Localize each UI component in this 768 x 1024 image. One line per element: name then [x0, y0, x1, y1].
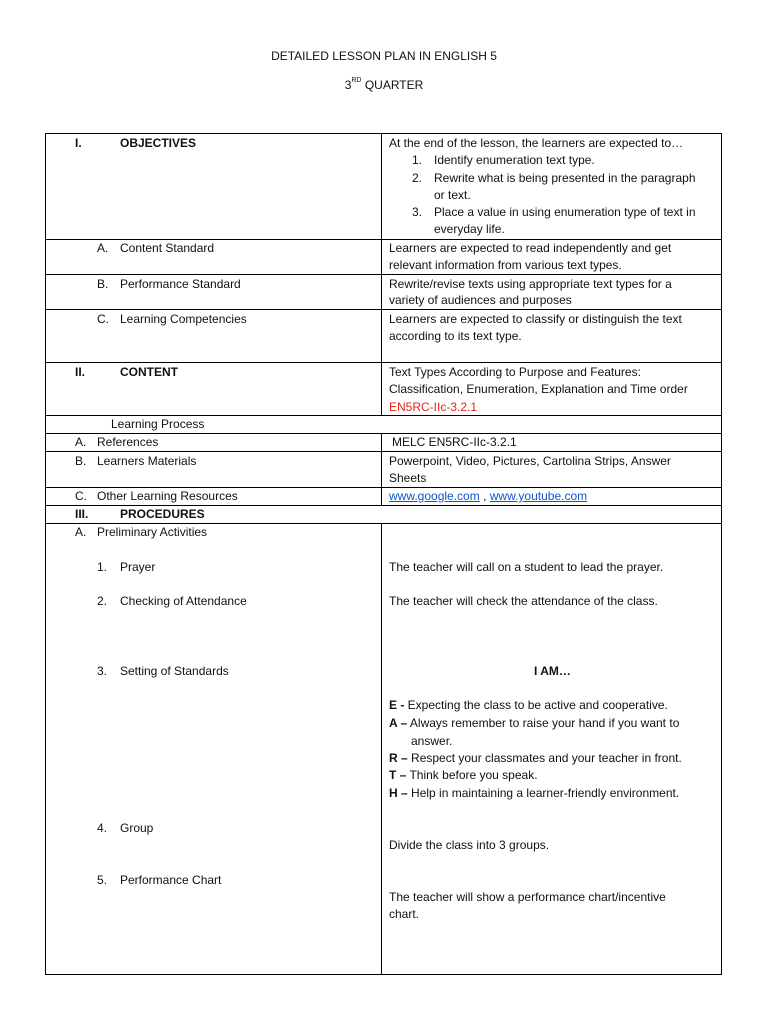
objective-number: 3. — [412, 205, 423, 219]
objective-item: or text. — [434, 188, 471, 202]
setting-standards-label: Setting of Standards — [120, 664, 229, 678]
references-label: References — [97, 435, 159, 449]
group-label: Group — [120, 821, 154, 835]
prayer-label: Prayer — [120, 560, 156, 574]
objectives-heading: OBJECTIVES — [120, 136, 197, 150]
objective-number: 1. — [412, 153, 423, 167]
column-divider — [381, 433, 382, 505]
quarter-superscript: RD — [351, 77, 362, 84]
youtube-link[interactable]: www.youtube.com — [489, 489, 588, 503]
learning-competencies-text: Learners are expected to classify or distinguish the text — [389, 312, 682, 326]
performance-standard-label: Performance Standard — [120, 277, 241, 291]
attendance-label: Checking of Attendance — [120, 594, 247, 608]
i-am-entry — [389, 750, 682, 767]
objective-number: 2. — [412, 171, 423, 185]
i-am-text: Always remember to raise your hand if you want to — [407, 716, 680, 730]
step-number: 4. — [97, 821, 108, 835]
i-am-entry — [389, 715, 679, 732]
standard-letter: B. — [97, 277, 109, 291]
prayer-description: The teacher will call on a student to lead the prayer. — [389, 560, 664, 574]
content-code: EN5RC-IIc-3.2.1 — [389, 400, 478, 414]
other-resources-links — [389, 488, 587, 505]
quarter-word: QUARTER — [364, 78, 424, 92]
performance-chart-label: Performance Chart — [120, 873, 222, 887]
learners-materials-label: Learners Materials — [97, 454, 197, 468]
i-am-entry — [389, 767, 538, 784]
other-resources-label: Other Learning Resources — [97, 489, 238, 503]
link-separator: , — [483, 489, 487, 503]
resource-letter: B. — [75, 454, 87, 468]
i-am-letter: H – — [389, 786, 408, 800]
resource-letter: A. — [75, 435, 87, 449]
content-standard-text: Learners are expected to read independently and get — [389, 241, 672, 255]
learners-materials-text: Powerpoint, Video, Pictures, Cartolina Strips, Answer — [389, 454, 671, 468]
resource-letter: C. — [75, 489, 87, 503]
learners-materials-text: Sheets — [389, 471, 427, 485]
objective-item: Place a value in using enumeration type of text in — [434, 205, 696, 219]
google-link[interactable]: www.google.com — [389, 489, 480, 503]
objective-item: Rewrite what is being presented in the paragraph — [434, 171, 696, 185]
row-divider — [45, 362, 722, 363]
step-number: 5. — [97, 873, 108, 887]
learning-competencies-label: Learning Competencies — [120, 312, 247, 326]
step-number: 1. — [97, 560, 108, 574]
i-am-letter: R – — [389, 751, 408, 765]
learning-competencies-text: according to its text type. — [389, 329, 522, 343]
i-am-letter: E - — [389, 698, 405, 712]
preliminary-letter: A. — [75, 525, 87, 539]
i-am-entry — [389, 785, 679, 802]
objectives-numeral: I. — [75, 136, 82, 150]
performance-standard-text: variety of audiences and purposes — [389, 293, 572, 307]
row-divider — [45, 309, 722, 310]
quarter-number: 3 — [344, 78, 352, 92]
content-standard-text: relevant information from various text types. — [389, 258, 622, 272]
preliminary-activities-label: Preliminary Activities — [97, 525, 208, 539]
i-am-letter: A – — [389, 716, 408, 730]
content-numeral: II. — [75, 365, 86, 379]
performance-chart-description: chart. — [389, 907, 420, 921]
standard-letter: C. — [97, 312, 109, 326]
group-description: Divide the class into 3 groups. — [389, 838, 550, 852]
i-am-text: Think before you speak. — [406, 768, 538, 782]
i-am-text: Expecting the class to be active and cooperative. — [404, 698, 668, 712]
i-am-text: Help in maintaining a learner-friendly environment. — [407, 786, 680, 800]
i-am-entry — [389, 697, 668, 714]
i-am-text: Respect your classmates and your teacher in front. — [407, 751, 682, 765]
objectives-intro: At the end of the lesson, the learners are expected to… — [389, 136, 684, 150]
learning-process-heading: Learning Process — [111, 417, 205, 431]
quarter-heading — [0, 78, 768, 92]
references-text: MELC EN5RC-IIc-3.2.1 — [392, 435, 517, 449]
performance-chart-description: The teacher will show a performance chart/incentive — [389, 890, 666, 904]
column-divider — [381, 523, 382, 975]
content-text: Text Types According to Purpose and Features: — [389, 365, 641, 379]
procedures-numeral: III. — [75, 507, 89, 521]
procedures-heading: PROCEDURES — [120, 507, 205, 521]
document-title: DETAILED LESSON PLAN IN ENGLISH 5 — [271, 49, 497, 63]
row-divider — [45, 274, 722, 275]
standard-letter: A. — [97, 241, 109, 255]
i-am-text-continued: answer. — [411, 734, 453, 748]
step-number: 3. — [97, 664, 108, 678]
i-am-letter: T – — [389, 768, 407, 782]
content-text: Classification, Enumeration, Explanation and Time order — [389, 382, 688, 396]
objective-item: Identify enumeration text type. — [434, 153, 595, 167]
row-divider — [45, 451, 722, 452]
content-standard-label: Content Standard — [120, 241, 215, 255]
content-heading: CONTENT — [120, 365, 178, 379]
attendance-description: The teacher will check the attendance of the class. — [389, 594, 658, 608]
performance-standard-text: Rewrite/revise texts using appropriate text types for a — [389, 277, 672, 291]
objective-item: everyday life. — [434, 222, 505, 236]
i-am-title: I AM… — [534, 664, 571, 678]
step-number: 2. — [97, 594, 108, 608]
